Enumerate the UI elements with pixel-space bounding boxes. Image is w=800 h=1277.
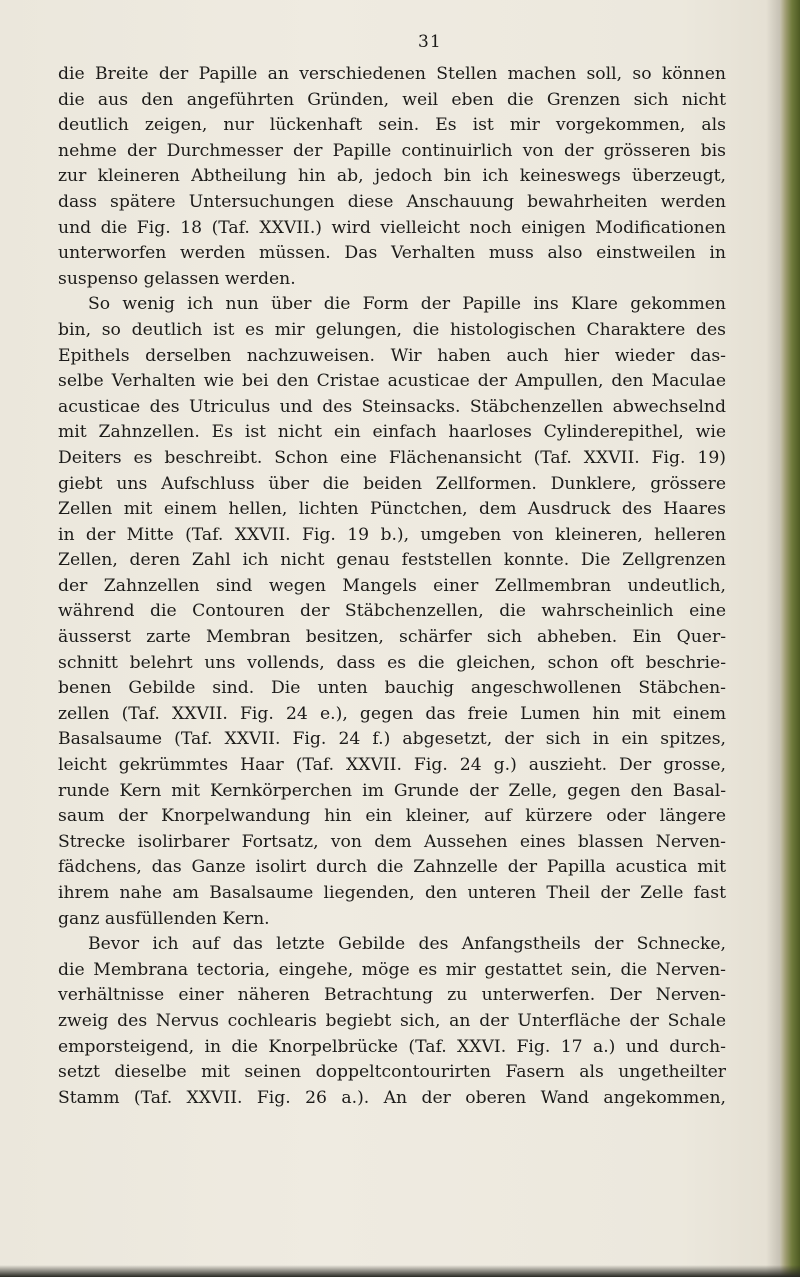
text-line: setzt dieselbe mit seinen doppeltcontourirten Fasern als ungetheilter (58, 1062, 726, 1083)
text-line: die Breite der Papille an verschiedenen Stellen machen soll, so können (58, 64, 726, 84)
paragraph-end-line: suspenso gelassen werden. (58, 268, 296, 289)
text-line: der Zahnzellen sind wegen Mangels einer Zellmembran undeutlich, (58, 575, 726, 596)
binding-shadow (766, 0, 780, 1277)
text-line: und die Fig. 18 (Taf. XXVII.) wird vielleicht noch einigen Modificationen (58, 217, 726, 238)
book-binding-edge (780, 0, 800, 1277)
text-line: verhältnisse einer näheren Betrachtung zu unterwerfen. Der Nerven- (58, 985, 726, 1006)
page-number: 31 (418, 32, 442, 52)
text-line: zellen (Taf. XXVII. Fig. 24 e.), gegen das freie Lumen hin mit einem (58, 703, 726, 724)
paragraph-end-line: ganz ausfüllenden Kern. (58, 908, 270, 929)
text-line: dass spätere Untersuchungen diese Anschauung bewahrheiten werden (58, 191, 726, 212)
text-line: Stamm (Taf. XXVII. Fig. 26 a.). An der oberen Wand angekommen, (58, 1087, 726, 1108)
text-line: saum der Knorpelwandung hin ein kleiner, auf kürzere oder längere (58, 806, 726, 827)
text-line: mit Zahnzellen. Es ist nicht ein einfach haarloses Cylinderepithel, wie (58, 422, 726, 443)
text-line: acusticae des Utriculus und des Steinsacks. Stäbchenzellen abwechselnd (58, 396, 726, 417)
text-line: Deiters es beschreibt. Schon eine Flächenansicht (Taf. XXVII. Fig. 19) (58, 447, 726, 468)
text-line: ihrem nahe am Basalsaume liegenden, den unteren Theil der Zelle fast (58, 883, 726, 903)
text-line: unterworfen werden müssen. Das Verhalten muss also einstweilen in (58, 243, 726, 264)
text-line: zweig des Nervus cochlearis begiebt sich, an der Unterfläche der Schale (58, 1010, 726, 1031)
text-line: Strecke isolirbarer Fortsatz, von dem Aussehen eines blassen Nerven- (58, 831, 726, 852)
page-bottom-edge (0, 1265, 800, 1277)
text-line: Epithels derselben nachzuweisen. Wir haben auch hier wieder das- (58, 345, 726, 366)
text-line: die aus den angeführten Gründen, weil eben die Grenzen sich nicht (58, 89, 726, 110)
text-line: Zellen, deren Zahl ich nicht genau feststellen konnte. Die Zellgrenzen (58, 550, 726, 571)
body-text (58, 62, 726, 1111)
text-line: selbe Verhalten wie bei den Cristae acusticae der Ampullen, den Maculae (58, 371, 726, 392)
text-line: zur kleineren Abtheilung hin ab, jedoch bin ich keineswegs überzeugt, (58, 166, 726, 187)
text-line: während die Contouren der Stäbchenzellen, die wahrscheinlich eine (58, 601, 726, 622)
text-line: Zellen mit einem hellen, lichten Pünctchen, dem Ausdruck des Haares (58, 499, 726, 520)
text-line: benen Gebilde sind. Die unten bauchig angeschwollenen Stäbchen- (58, 678, 726, 699)
text-line: runde Kern mit Kernkörperchen im Grunde der Zelle, gegen den Basal- (58, 780, 726, 801)
text-line: deutlich zeigen, nur lückenhaft sein. Es ist mir vorgekommen, als (58, 115, 726, 136)
text-line: nehme der Durchmesser der Papille continuirlich von der grösseren bis (58, 140, 726, 161)
text-line: giebt uns Aufschluss über die beiden Zellformen. Dunklere, grössere (58, 473, 726, 494)
text-line: äusserst zarte Membran besitzen, schärfer sich abheben. Ein Quer- (58, 627, 726, 648)
text-line: in der Mitte (Taf. XXVII. Fig. 19 b.), umgeben von kleineren, helleren (58, 524, 726, 545)
text-line: fädchens, das Ganze isolirt durch die Zahnzelle der Papilla acustica mit (58, 857, 726, 878)
text-line: leicht gekrümmtes Haar (Taf. XXVII. Fig. 24 g.) auszieht. Der grosse, (58, 755, 726, 776)
paragraph-start-line: Bevor ich auf das letzte Gebilde des Anfangstheils der Schnecke, (88, 934, 726, 955)
text-line: schnitt belehrt uns vollends, dass es die gleichen, schon oft beschrie- (58, 652, 726, 673)
text-line: bin, so deutlich ist es mir gelungen, die histologischen Charaktere des (58, 319, 726, 340)
text-line: emporsteigend, in die Knorpelbrücke (Taf. XXVI. Fig. 17 a.) und durch- (58, 1036, 726, 1057)
text-line: die Membrana tectoria, eingehe, möge es mir gestattet sein, die Nerven- (58, 959, 726, 980)
text-line: Basalsaume (Taf. XXVII. Fig. 24 f.) abgesetzt, der sich in ein spitzes, (58, 729, 726, 750)
paragraph-start-line: So wenig ich nun über die Form der Papille ins Klare gekommen (88, 294, 726, 315)
